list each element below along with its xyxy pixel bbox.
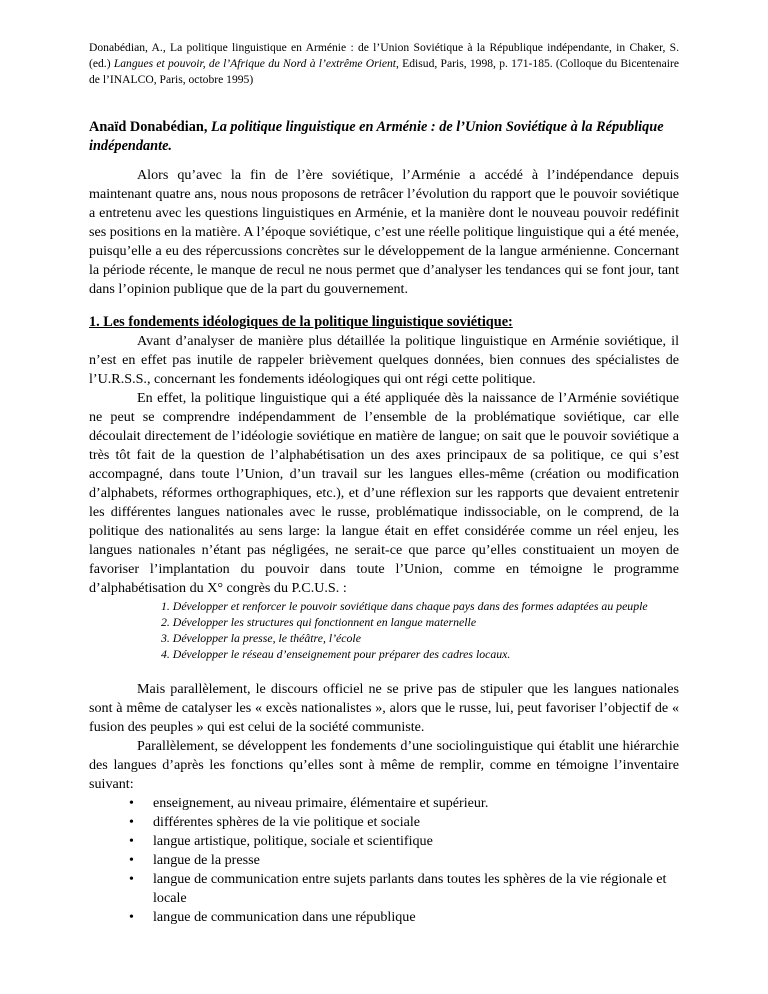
section-1 — [89, 313, 679, 927]
bullet-text: langue artistique, politique, sociale et scientifique — [153, 833, 433, 849]
bullet-text: langue de communication entre sujets parlants dans toutes les sphères de la vie régionale et locale — [153, 871, 667, 906]
section-paragraph-1: Avant d’analyser de manière plus détaillée la politique linguistique en Arménie soviétique, il n’est en effet pas inutile de rappeler brièvement quelques données, bien connues des spécialistes de l’U.R.S.S., concernant les fondements idéologiques qui ont régi cette politique. — [89, 333, 679, 387]
citation-book-title: Langues et pouvoir, de l’Afrique du Nord à l’extrême Orient — [113, 57, 397, 70]
bullet-item — [129, 870, 679, 908]
bullet-text: enseignement, au niveau primaire, élémentaire et supérieur. — [153, 795, 489, 811]
bullet-item — [129, 813, 679, 832]
numbered-item: 2. Développer les structures qui fonctionnent en langue maternelle — [161, 615, 477, 629]
numbered-item: 1. Développer et renforcer le pouvoir soviétique dans chaque pays dans des formes adaptées au peuple — [161, 599, 648, 613]
bullet-icon: • — [129, 871, 134, 887]
citation-header — [89, 40, 679, 88]
bullet-text: différentes sphères de la vie politique et sociale — [153, 814, 421, 830]
bullet-item — [129, 832, 679, 851]
bullet-item — [129, 851, 679, 870]
author-name: Anaïd Donabédian, — [89, 119, 208, 135]
bullet-icon: • — [129, 833, 134, 849]
numbered-list — [89, 598, 679, 662]
bullet-icon: • — [129, 909, 134, 925]
section-paragraph-2: En effet, la politique linguistique qui a été appliquée dès la naissance de l’Arménie soviétique ne peut se comprendre indépendamment de l’ensemble de la problématique soviétique, car elle découlait directement de l’idéologie soviétique en matière de langue; on sait que le pouvoir soviétique a très tôt fait de la question de l’alphabétisation un des axes principaux de sa politique, ce qui s’est accompagné, dans toute l’Union, d’un travail sur les langues elles-même (création ou modification d’alphabets, réformes orthographiques, etc.), et d’une réflexion sur les rapports que devaient entretenir les différentes langues nationales avec le russe, problématique indissociable, on le comprend, de la politique des nationalités au sens large: la langue était en effet considérée comme un réel enjeu, les langues nationales n’étant pas négligées, ne serait-ce que parce qu’elles constituaient un moyen de favoriser l’implantation du pouvoir dans toute l’Union, comme en témoigne le programme d’alphabétisation du X° congrès du P.C.U.S. : — [89, 390, 679, 596]
citation-part3: , Edisud, Paris, 1998, p. 171-185. (Colloque du Bicentenaire de l’INALCO, Paris, octobre 1995) — [89, 57, 679, 86]
article-title — [89, 118, 679, 156]
numbered-item: 3. Développer la presse, le théâtre, l’école — [161, 631, 361, 645]
bullet-icon: • — [129, 795, 134, 811]
bullet-list — [89, 794, 679, 927]
bullet-item — [129, 908, 679, 927]
numbered-item: 4. Développer le réseau d’enseignement pour préparer des cadres locaux. — [161, 647, 511, 661]
bullet-item — [129, 794, 679, 813]
bullet-icon: • — [129, 852, 134, 868]
bullet-text: langue de communication dans une république — [153, 909, 416, 925]
citation-part1: Donabédian, A., La politique linguistique en Arménie : de l’Union Soviétique à la République indépendante, in Chaker, S. (ed.) — [89, 41, 679, 70]
work-title: La politique linguistique en Arménie : de l’Union Soviétique à la République indépendante. — [89, 119, 664, 154]
section-heading: 1. Les fondements idéologiques de la politique linguistique soviétique: — [89, 314, 513, 330]
intro-paragraph: Alors qu’avec la fin de l’ère soviétique, l’Arménie a accédé à l’indépendance depuis maintenant quatre ans, nous nous proposons de retrâcer l’évolution du rapport que le pouvoir soviétique a entretenu avec les questions linguistiques en Arménie, et la manière dont le nouveau pouvoir redéfinit ses positions en la matière. A l’époque soviétique, c’est une réelle politique linguistique qui a été menée, puisqu’elle a eu des répercussions concrètes sur le développement de la langue arménienne. Concernant la période récente, le manque de recul ne nous permet que d’analyser les tendances qui se font jour, tant dans l’opinion publique que de la part du gouvernement. — [89, 167, 679, 297]
bullet-text: langue de la presse — [153, 852, 260, 868]
section-paragraph-3: Mais parallèlement, le discours officiel ne se prive pas de stipuler que les langues nationales sont à même de catalyser les « excès nationalistes », alors que le russe, lui, peut favoriser l’objectif de « fusion des peuples » qui est celui de la société communiste. — [89, 681, 679, 735]
section-paragraph-4: Parallèlement, se développent les fondements d’une sociolinguistique qui établit une hiérarchie des langues d’après les fonctions qu’elles sont à même de remplir, comme en témoigne l’inventaire suivant: — [89, 738, 679, 792]
bullet-icon: • — [129, 814, 134, 830]
